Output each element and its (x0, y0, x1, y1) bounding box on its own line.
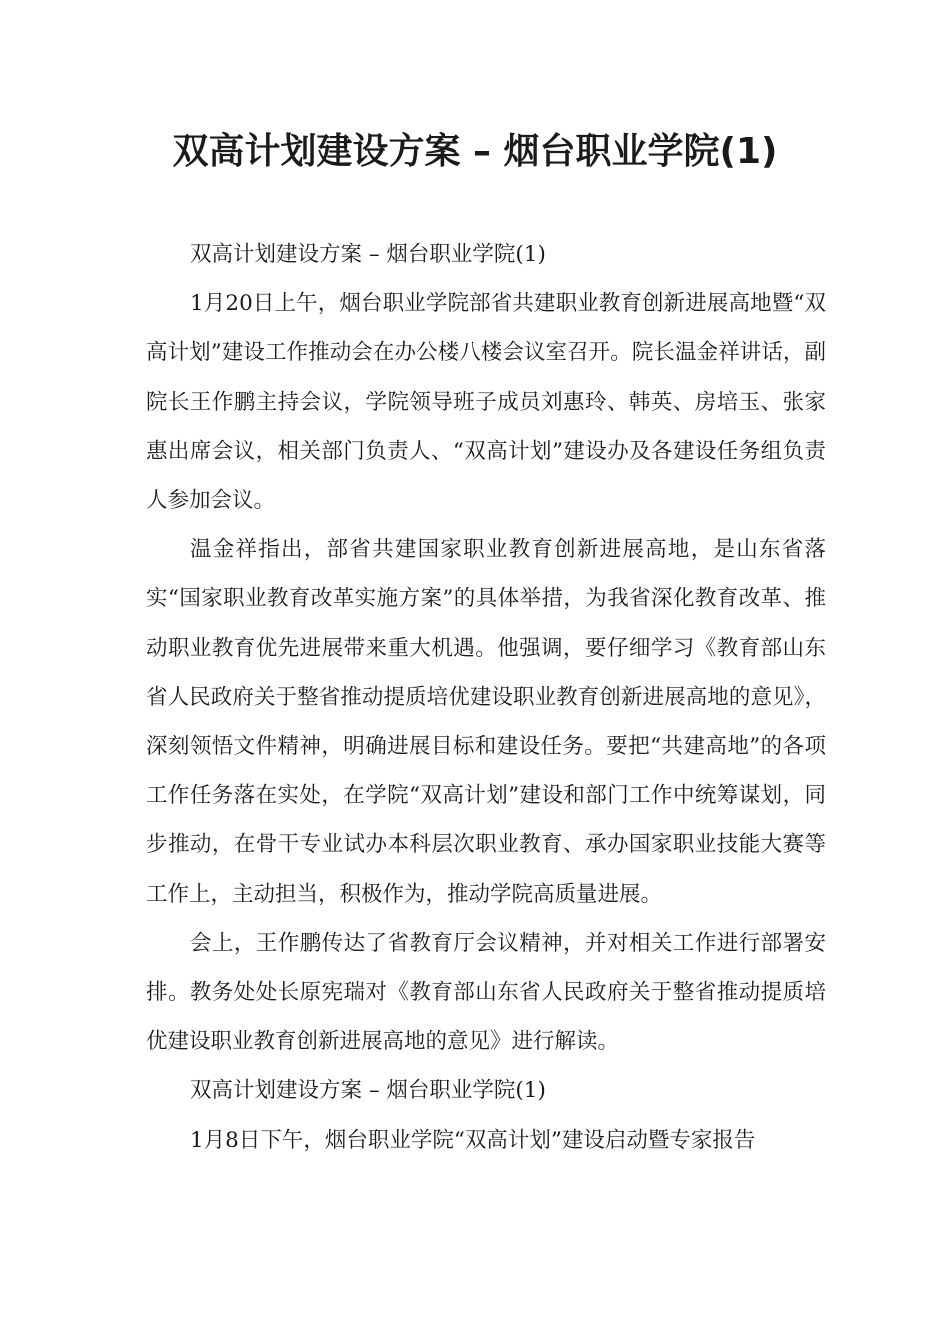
paragraph-meeting-details: 会上，王作鹏传达了省教育厅会议精神，并对相关工作进行部署安排。教务处处长原宪瑞对《教育部山东省人民政府关于整省推动提质培优建设职业教育创新进展高地的意见》进行解读。 (146, 930, 826, 1055)
paragraph-meeting-intro: 1月20日上午，烟台职业学院部省共建职业教育创新进展高地暨“双高计划”建设工作推动会在办公楼八楼会议室召开。院长温金祥讲话，副院长王作鹏主持会议，学院领导班子成员刘惠玲、韩英、房培玉、张家惠出席会议，相关部门负责人、“双高计划”建设办及各建设任务组负责人参加会议。 (146, 291, 826, 514)
paragraph-speech: 温金祥指出，部省共建国家职业教育创新进展高地，是山东省落实“国家职业教育改革实施方案”的具体举措，为我省深化教育改革、推动职业教育优先进展带来重大机遇。他强调，要仔细学习《教育部山东省人民政府关于整省推动提质培优建设职业教育创新进展高地的意见》，深刻领悟文件精神，明确进展目标和建设任务。要把“共建高地”的各项工作任务落在实处，在学院“双高计划”建设和部门工作中统筹谋划，同步推动，在骨干专业试办本科层次职业教育、承办国家职业技能大赛等工作上，主动担当，积极作为，推动学院高质量进展。 (146, 537, 826, 907)
document-body (146, 230, 826, 1165)
paragraph-subtitle: 双高计划建设方案 – 烟台职业学院(1) (190, 242, 546, 267)
document-title: 双高计划建设方案 – 烟台职业学院(1) (172, 131, 778, 172)
paragraph-second-event: 1月8日下午，烟台职业学院“双高计划”建设启动暨专家报告 (190, 1127, 756, 1153)
paragraph-subtitle-repeat: 双高计划建设方案 – 烟台职业学院(1) (190, 1078, 546, 1104)
